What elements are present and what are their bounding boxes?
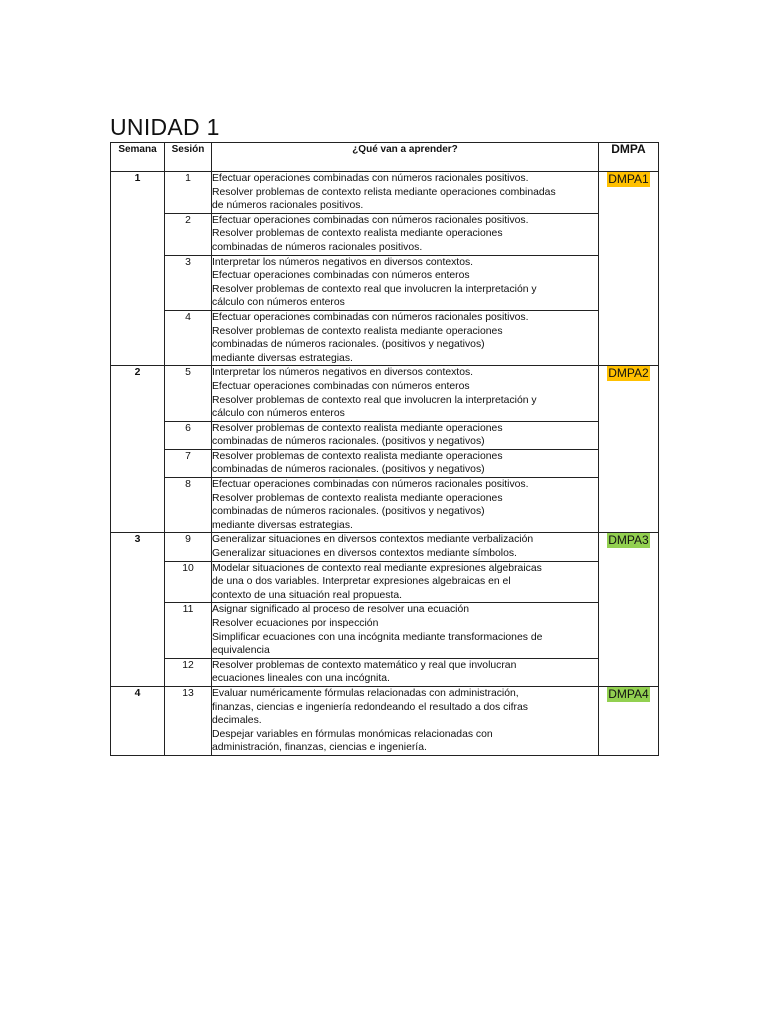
session-number: 13 xyxy=(165,686,212,755)
objective-line: Generalizar situaciones en diversos contextos mediante verbalización xyxy=(212,534,534,546)
objective-line: Resolver problemas de contexto realista mediante operaciones xyxy=(212,492,503,504)
table-row xyxy=(111,561,659,603)
dmpa-cell xyxy=(599,172,659,366)
header-que-van-a-aprender: ¿Qué van a aprender? xyxy=(212,143,599,172)
session-objectives xyxy=(212,686,599,755)
objective-line: Generalizar situaciones en diversos contextos mediante símbolos. xyxy=(212,548,517,560)
objective-line: Efectuar operaciones combinadas con números racionales positivos. xyxy=(212,214,529,226)
table-row xyxy=(111,478,659,533)
objective-line: combinadas de números racionales positivos. xyxy=(212,241,423,253)
session-objectives xyxy=(212,603,599,658)
objective-line: de números racionales positivos. xyxy=(212,200,364,212)
session-number: 4 xyxy=(165,310,212,365)
session-number: 8 xyxy=(165,478,212,533)
header-sesion: Sesión xyxy=(165,143,212,172)
table-row xyxy=(111,533,659,561)
session-number: 7 xyxy=(165,449,212,477)
objective-line: combinadas de números racionales. (positivos y negativos) xyxy=(212,464,485,476)
objective-line: mediante diversas estrategias. xyxy=(212,519,353,531)
objective-line: Asignar significado al proceso de resolver una ecuación xyxy=(212,604,470,616)
objective-line: Efectuar operaciones combinadas con números racionales positivos. xyxy=(212,311,529,323)
session-number: 12 xyxy=(165,658,212,686)
session-objectives xyxy=(212,172,599,214)
session-number: 6 xyxy=(165,421,212,449)
session-objectives xyxy=(212,449,599,477)
objective-line: combinadas de números racionales. (positivos y negativos) xyxy=(212,436,485,448)
session-number: 2 xyxy=(165,213,212,255)
session-objectives xyxy=(212,478,599,533)
objective-line: Efectuar operaciones combinadas con números enteros xyxy=(212,270,470,282)
table-row xyxy=(111,366,659,421)
session-objectives xyxy=(212,561,599,603)
dmpa-badge: DMPA2 xyxy=(608,366,649,381)
objective-line: Modelar situaciones de contexto real mediante expresiones algebraicas xyxy=(212,562,542,574)
objective-line: Evaluar numéricamente fórmulas relacionadas con administración, xyxy=(212,687,519,699)
header-dmpa: DMPA xyxy=(599,143,659,172)
lesson-plan-table xyxy=(110,142,659,756)
objective-line: Resolver ecuaciones por inspección xyxy=(212,618,379,629)
dmpa-badge: DMPA1 xyxy=(608,172,649,186)
objective-line: combinadas de números racionales. (positivos y negativos) xyxy=(212,339,485,351)
table-row xyxy=(111,255,659,310)
dmpa-badge: DMPA4 xyxy=(608,686,649,701)
objective-line: combinadas de números racionales. (positivos y negativos) xyxy=(212,506,485,518)
dmpa-cell xyxy=(599,533,659,687)
objective-line: administración, finanzas, ciencias e ingeniería. xyxy=(212,742,427,754)
session-objectives xyxy=(212,213,599,255)
objective-line: Simplificar ecuaciones con una incógnita mediante transformaciones de xyxy=(212,631,543,643)
session-objectives xyxy=(212,421,599,449)
table-row xyxy=(111,449,659,477)
session-number: 10 xyxy=(165,561,212,603)
header-semana: Semana xyxy=(111,143,165,172)
session-objectives xyxy=(212,255,599,310)
session-number: 3 xyxy=(165,255,212,310)
table-row xyxy=(111,310,659,365)
table-row xyxy=(111,686,659,755)
week-number: 4 xyxy=(111,686,165,755)
objective-line: Efectuar operaciones combinadas con números racionales positivos. xyxy=(212,173,529,184)
objective-line: contexto de una situación real propuesta. xyxy=(212,589,403,601)
dmpa-cell xyxy=(599,686,659,755)
dmpa-cell xyxy=(599,366,659,533)
table-row xyxy=(111,658,659,686)
session-number: 5 xyxy=(165,366,212,421)
week-number: 2 xyxy=(111,366,165,533)
objective-line: cálculo con números enteros xyxy=(212,408,345,420)
objective-line: Resolver problemas de contexto relista mediante operaciones combinadas xyxy=(212,186,556,198)
objective-line: Efectuar operaciones combinadas con números racionales positivos. xyxy=(212,479,529,491)
objective-line: cálculo con números enteros xyxy=(212,297,345,309)
objective-line: Resolver problemas de contexto matemático y real que involucran xyxy=(212,659,517,671)
session-objectives xyxy=(212,310,599,365)
table-row xyxy=(111,213,659,255)
objective-line: de una o dos variables. Interpretar expresiones algebraicas en el xyxy=(212,576,511,588)
objective-line: Interpretar los números negativos en diversos contextos. xyxy=(212,367,474,379)
week-number: 3 xyxy=(111,533,165,687)
objective-line: equivalencia xyxy=(212,645,270,657)
session-number: 9 xyxy=(165,533,212,561)
dmpa-badge: DMPA3 xyxy=(608,533,649,548)
table-header-row xyxy=(111,143,659,172)
objective-line: Resolver problemas de contexto realista mediante operaciones xyxy=(212,450,503,462)
objective-line: Resolver problemas de contexto realista mediante operaciones xyxy=(212,422,503,434)
objective-line: Resolver problemas de contexto realista mediante operaciones xyxy=(212,325,503,337)
session-objectives xyxy=(212,366,599,421)
objective-line: finanzas, ciencias e ingeniería redondeando el resultado a dos cifras xyxy=(212,701,528,713)
objective-line: Resolver problemas de contexto realista mediante operaciones xyxy=(212,228,503,240)
objective-line: ecuaciones lineales con una incógnita. xyxy=(212,673,390,685)
objective-line: Resolver problemas de contexto real que involucren la interpretación y xyxy=(212,394,537,406)
table-row xyxy=(111,603,659,658)
table-row xyxy=(111,421,659,449)
session-objectives xyxy=(212,533,599,561)
objective-line: Despejar variables en fórmulas monómicas relacionadas con xyxy=(212,728,493,740)
objective-line: decimales. xyxy=(212,715,262,727)
session-number: 1 xyxy=(165,172,212,214)
objective-line: Efectuar operaciones combinadas con números enteros xyxy=(212,380,470,392)
week-number: 1 xyxy=(111,172,165,366)
session-number: 11 xyxy=(165,603,212,658)
table-row xyxy=(111,172,659,214)
objective-line: Interpretar los números negativos en diversos contextos. xyxy=(212,256,474,268)
objective-line: Resolver problemas de contexto real que involucren la interpretación y xyxy=(212,283,537,295)
page-title: UNIDAD 1 xyxy=(110,114,220,140)
session-objectives xyxy=(212,658,599,686)
objective-line: mediante diversas estrategias. xyxy=(212,352,353,364)
